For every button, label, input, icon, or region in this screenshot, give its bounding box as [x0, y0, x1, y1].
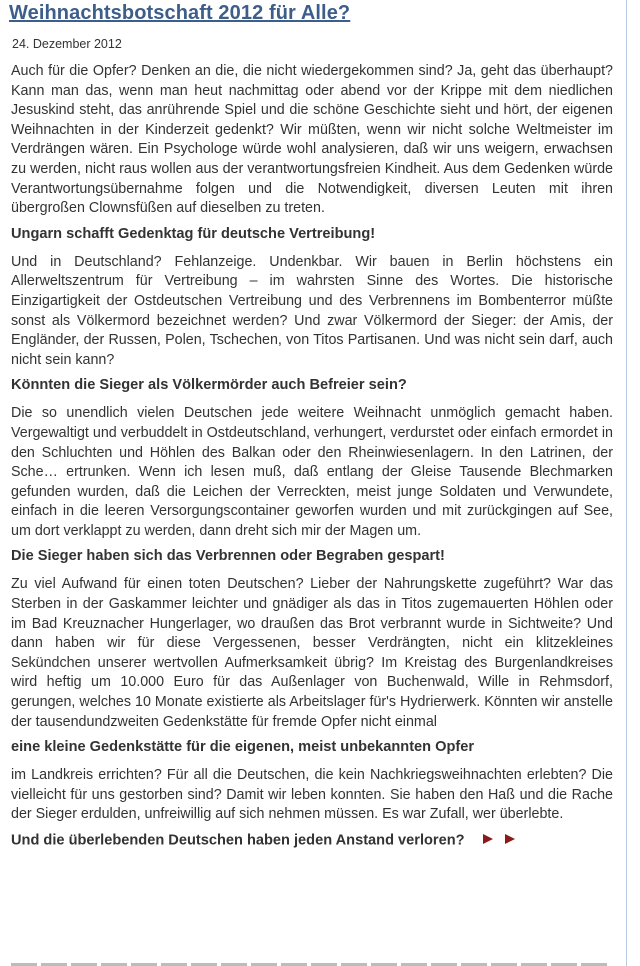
article-date: 24. Dezember 2012 [12, 37, 122, 51]
article-body [11, 62, 613, 859]
subheading-with-more-link [11, 831, 613, 850]
paragraph: Und in Deutschland? Fehlanzeige. Undenkbar. Wir bauen in Berlin höchstens ein Allerweltszentrum für Vertreibung – im wahrsten Sinne des Wortes. Die historische Einzigartigkeit der Ostdeutschen Vertreibung und des Verbrennens im Bombenterror müßte sonst als Völkermord bezeichnet werden? Und zwar Völkermord der Sieger: der Amis, der Engländer, der Russen, Polen, Tschechen, von Titos Partisanen. Und was nicht sein darf, auch nicht sein kann? [11, 253, 613, 368]
read-more-arrows[interactable] [483, 831, 527, 850]
paragraph: im Landkreis errichten? Für all die Deutschen, die kein Nachkriegsweihnachten erlebten? Die vielleicht für uns gestorben sind? Damit wir leben konnten. Sie haben den Haß und die Rache der Sieger erdulden, unfreiwillig auf sich nehmen müssen. Es war Zufall, wer überlebte. [11, 767, 613, 823]
play-arrow-icon[interactable] [505, 834, 515, 844]
paragraph: Die so unendlich vielen Deutschen jede weitere Weihnacht unmöglich gemacht haben. Vergewaltigt und verbuddelt in Ostdeutschland, verhungert, verdurstet oder einfach ermordet in den Schluchten und Höhlen des Balkan oder den Rheinwiesenlagern. In den Latrinen, der Sche… ertrunken. Wenn ich lesen muß, daß entlang der Gleise Tausende Blechmarken gefunden wurden, daß die Leichen der Verreckten, meist junge Soldaten und Verwundete, einfach in die leeren Versorgungscontainer geworfen wurden und mit zurückgingen auf See, um dort verklappt zu werden, dann dreht sich mir der Magen um. [11, 405, 613, 539]
cut-off-next-line [11, 958, 611, 966]
subheading: Die Sieger haben sich das Verbrennen oder Begraben gespart! [11, 548, 445, 565]
article-title[interactable]: Weihnachtsbotschaft 2012 für Alle? [9, 2, 351, 24]
page-edge [628, 0, 640, 966]
paragraph: Zu viel Aufwand für einen toten Deutschen? Lieber der Nahrungskette zugeführt? War das Sterben in der Gaskammer leichter und gnädiger als das in Titos zugemauerten Höhlen oder im Bad Kreuznacher Hungerlager, wo draußen das Brot verbrannt wurde in Sichtweite? Und dann haben wir für diese Vergessenen, besser Verdrängten, nicht ein klitzekleines Sekündchen unserer wertvollen Aufmerksamkeit übrig? Im Kreistag des Burgenlandkreises wird heftig um 10.000 Euro für das Außenlager von Buchenwald, Wille in Rehmsdorf, gerungen, welches 10 Monate existierte als Arbeitslager für's Hydrierwerk. Könnten wir anstelle der tausendundzweiten Gedenkstätte für fremde Opfer nicht einmal [11, 576, 613, 730]
subheading: Ungarn schafft Gedenktag für deutsche Vertreibung! [11, 225, 376, 242]
play-arrow-icon[interactable] [483, 834, 493, 844]
subheading: Könnten die Sieger als Völkermörder auch Befreier sein? [11, 377, 407, 394]
paragraph: Auch für die Opfer? Denken an die, die nicht wiedergekommen sind? Ja, geht das überhaupt? Kann man das, wenn man heut nachmittag oder abend vor der Krippe mit dem niedlichen Jesuskind steht, das anrührende Spiel und die schöne Geschichte sieht und hört, der eigenen Weihnachten in der Kinderzeit gedenkt? Wir müßten, wenn wir nicht solche Weltmeister im Verdrängen wären. Ein Psychologe würde wohl analysieren, daß wir uns weigern, erwachsen zu werden, nicht raus wollen aus der verantwortungsfreien Kindheit. Aus dem Gedenken würde Verantwortungsübernahme folgen und die Notwendigkeit, diversen Leuten mit ihren übergroßen Clownsfüßen auf dieselben zu treten. [11, 63, 613, 217]
subheading-text: Und die überlebenden Deutschen haben jeden Anstand verloren? [11, 832, 465, 849]
subheading: eine kleine Gedenkstätte für die eigenen, meist unbekannten Opfer [11, 739, 475, 756]
